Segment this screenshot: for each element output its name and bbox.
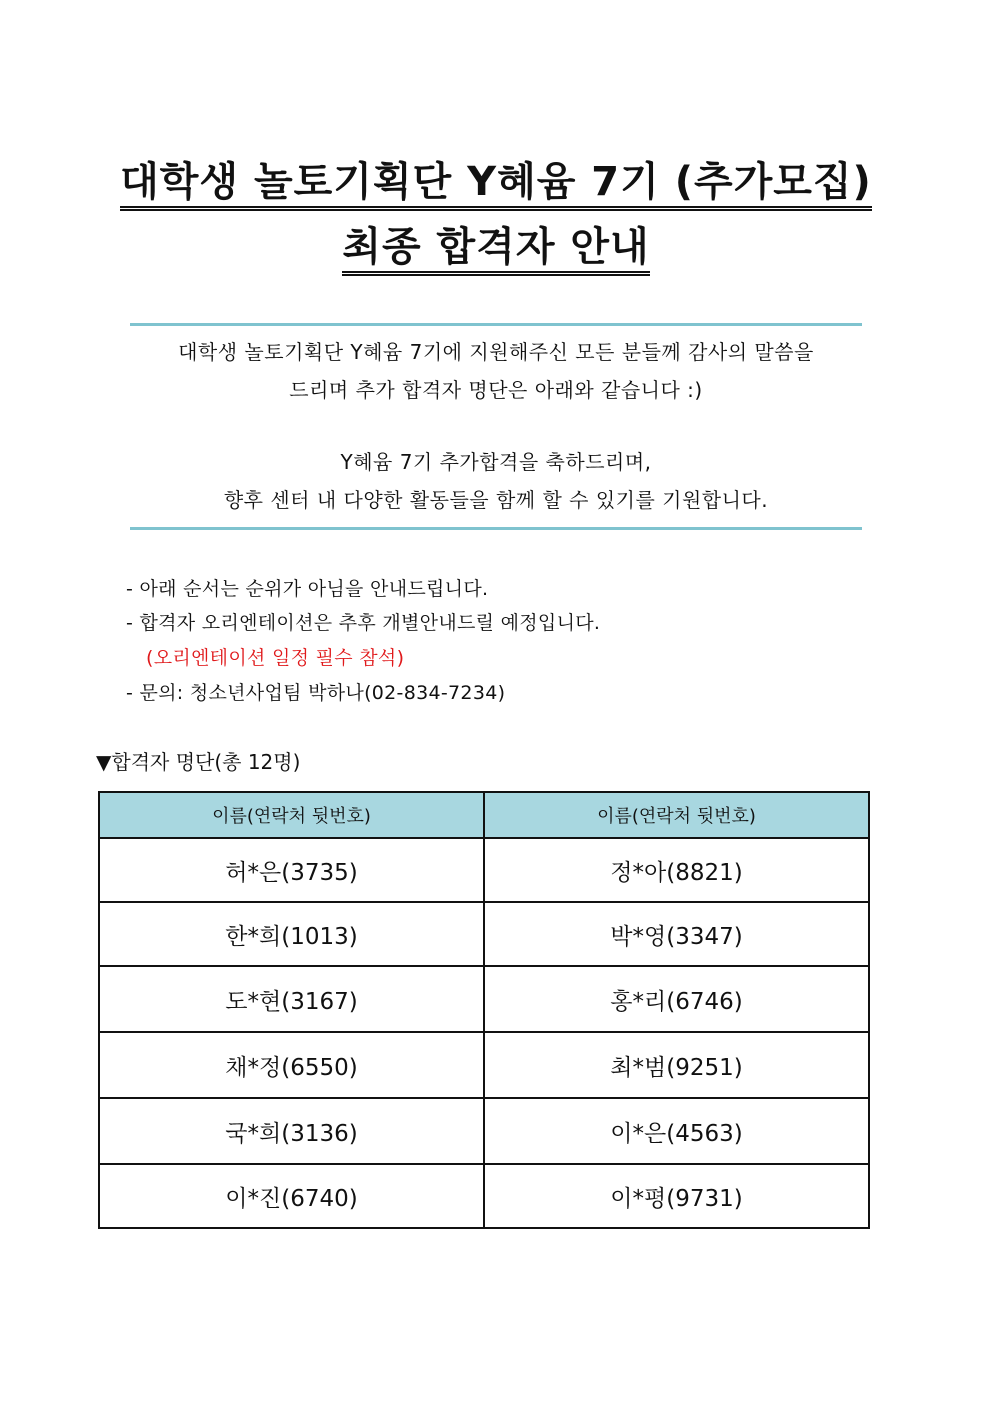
table-cell: 허*은(3735) <box>99 838 484 902</box>
note-order: - 아래 순서는 순위가 아님을 안내드립니다. <box>126 578 489 600</box>
page-title-text: 대학생 놀토기획단 Y혜윰 7기 (추가모집) <box>120 162 872 211</box>
table-cell: 도*현(3167) <box>99 966 484 1032</box>
page-title <box>0 159 992 211</box>
table-row <box>99 1032 869 1098</box>
table-cell: 이*진(6740) <box>99 1164 484 1228</box>
roster-heading: ▼합격자 명단(총 12명) <box>96 750 301 774</box>
column-header: 이름(연락처 뒷번호) <box>99 792 484 838</box>
table-cell: 정*아(8821) <box>484 838 869 902</box>
page-subtitle <box>0 224 992 276</box>
table-row <box>99 1098 869 1164</box>
table-cell: 채*정(6550) <box>99 1032 484 1098</box>
note-orientation: - 합격자 오리엔테이션은 추후 개별안내드릴 예정입니다. <box>126 612 601 634</box>
congrats-line-1: Y혜윰 7기 추가합격을 축하드리며, <box>340 450 652 474</box>
table-header-row <box>99 792 869 838</box>
table-cell: 이*평(9731) <box>484 1164 869 1228</box>
table-row <box>99 966 869 1032</box>
table-cell: 국*희(3136) <box>99 1098 484 1164</box>
notice-top-rule <box>130 323 862 326</box>
table-cell: 한*희(1013) <box>99 902 484 966</box>
notice-bottom-rule <box>130 527 862 530</box>
intro-line-1: 대학생 놀토기획단 Y혜윰 7기에 지원해주신 모든 분들께 감사의 말씀을 <box>178 340 814 364</box>
note-contact: - 문의: 청소년사업팀 박하나(02-834-7234) <box>126 682 506 704</box>
page-subtitle-text: 최종 합격자 안내 <box>342 227 649 276</box>
table-cell: 홍*리(6746) <box>484 966 869 1032</box>
table-row <box>99 1164 869 1228</box>
intro-line-2: 드리며 추가 합격자 명단은 아래와 같습니다 :) <box>289 378 703 402</box>
column-header: 이름(연락처 뒷번호) <box>484 792 869 838</box>
table-row <box>99 902 869 966</box>
note-mandatory-attendance: (오리엔테이션 일정 필수 참석) <box>146 647 405 669</box>
table-cell: 박*영(3347) <box>484 902 869 966</box>
table-cell: 최*범(9251) <box>484 1032 869 1098</box>
table-cell: 이*은(4563) <box>484 1098 869 1164</box>
congrats-line-2: 향후 센터 내 다양한 활동들을 함께 할 수 있기를 기원합니다. <box>223 488 769 512</box>
table-row <box>99 838 869 902</box>
roster-table <box>98 791 870 1229</box>
